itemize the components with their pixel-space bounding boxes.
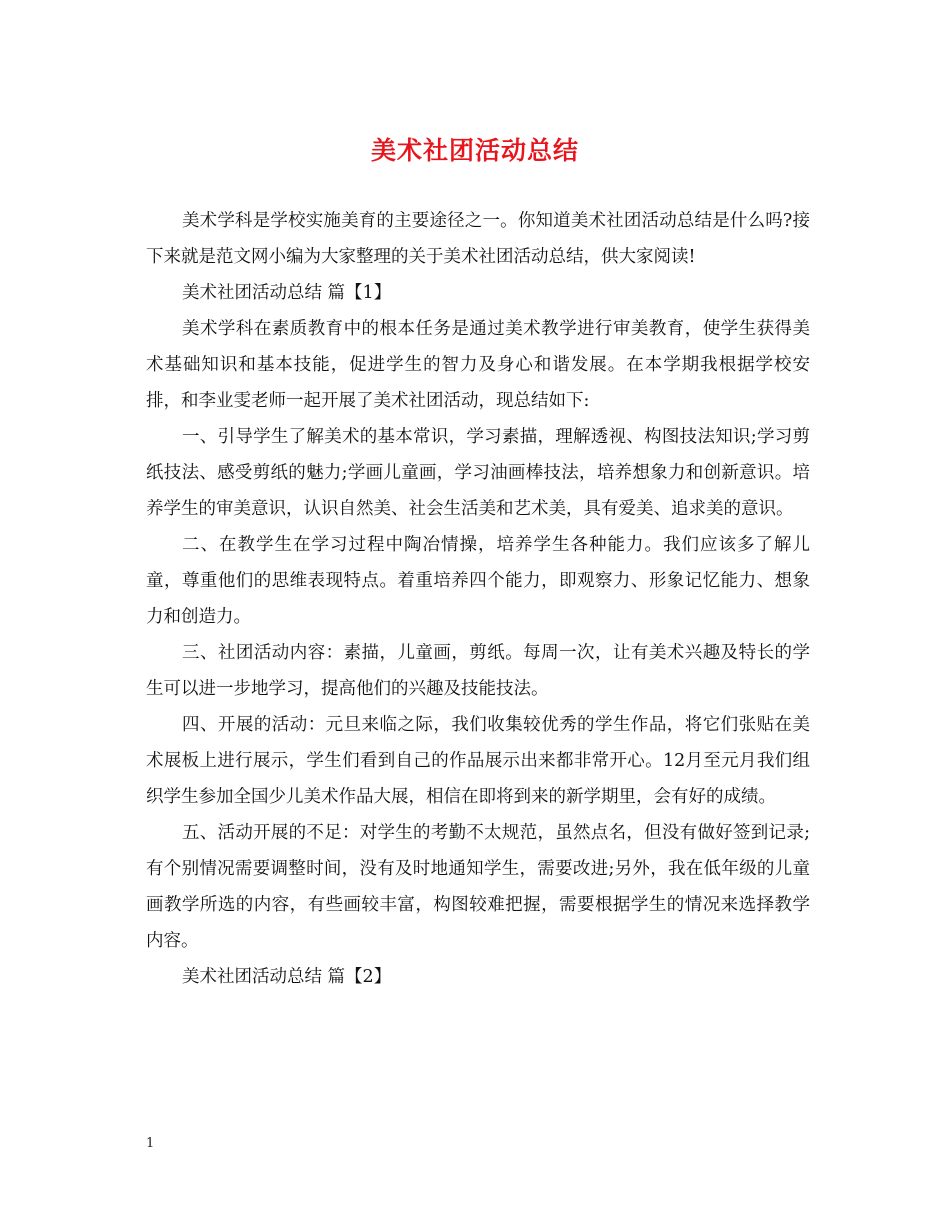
page-number: 1 xyxy=(146,1136,155,1151)
section-heading-2: 美术社团活动总结 篇【2】 xyxy=(182,967,392,987)
body-paragraph: 四、开展的活动：元旦来临之际，我们收集较优秀的学生作品，将它们张贴在美术展板上进行展示，学生们看到自己的作品展示出来都非常开心。12月至元月我们组织学生参加全国少儿美术作品大展，相信在即将到来的新学期里，会有好的成绩。 xyxy=(146,715,810,807)
body-paragraph: 五、活动开展的不足：对学生的考勤不太规范，虽然点名，但没有做好签到记录;有个别情况需要调整时间，没有及时地通知学生，需要改进;另外，我在低年级的儿童画教学所选的内容，有些画较丰富，构图较难把握，需要根据学生的情况来选择教学内容。 xyxy=(146,823,810,951)
body-paragraph: 三、社团活动内容：素描，儿童画，剪纸。每周一次，让有美术兴趣及特长的学生可以进一步地学习，提高他们的兴趣及技能技法。 xyxy=(146,643,810,699)
body-paragraph: 美术学科在素质教育中的根本任务是通过美术教学进行审美教育，使学生获得美术基础知识和基本技能，促进学生的智力及身心和谐发展。在本学期我根据学校安排，和李业雯老师一起开展了美术社团活动，现总结如下: xyxy=(146,319,810,411)
section-heading-1: 美术社团活动总结 篇【1】 xyxy=(182,283,392,303)
document-title: 美术社团活动总结 xyxy=(370,136,579,165)
body-paragraph: 一、引导学生了解美术的基本常识，学习素描，理解透视、构图技法知识;学习剪纸技法、感受剪纸的魅力;学画儿童画，学习油画棒技法，培养想象力和创新意识。培养学生的审美意识，认识自然美、社会生活美和艺术美，具有爱美、追求美的意识。 xyxy=(146,427,810,519)
document-body xyxy=(146,203,810,995)
intro-paragraph: 美术学科是学校实施美育的主要途径之一。你知道美术社团活动总结是什么吗?接下来就是范文网小编为大家整理的关于美术社团活动总结，供大家阅读! xyxy=(146,211,810,267)
body-paragraph: 二、在教学生在学习过程中陶冶情操，培养学生各种能力。我们应该多了解儿童，尊重他们的思维表现特点。着重培养四个能力，即观察力、形象记忆能力、想象力和创造力。 xyxy=(146,535,810,627)
